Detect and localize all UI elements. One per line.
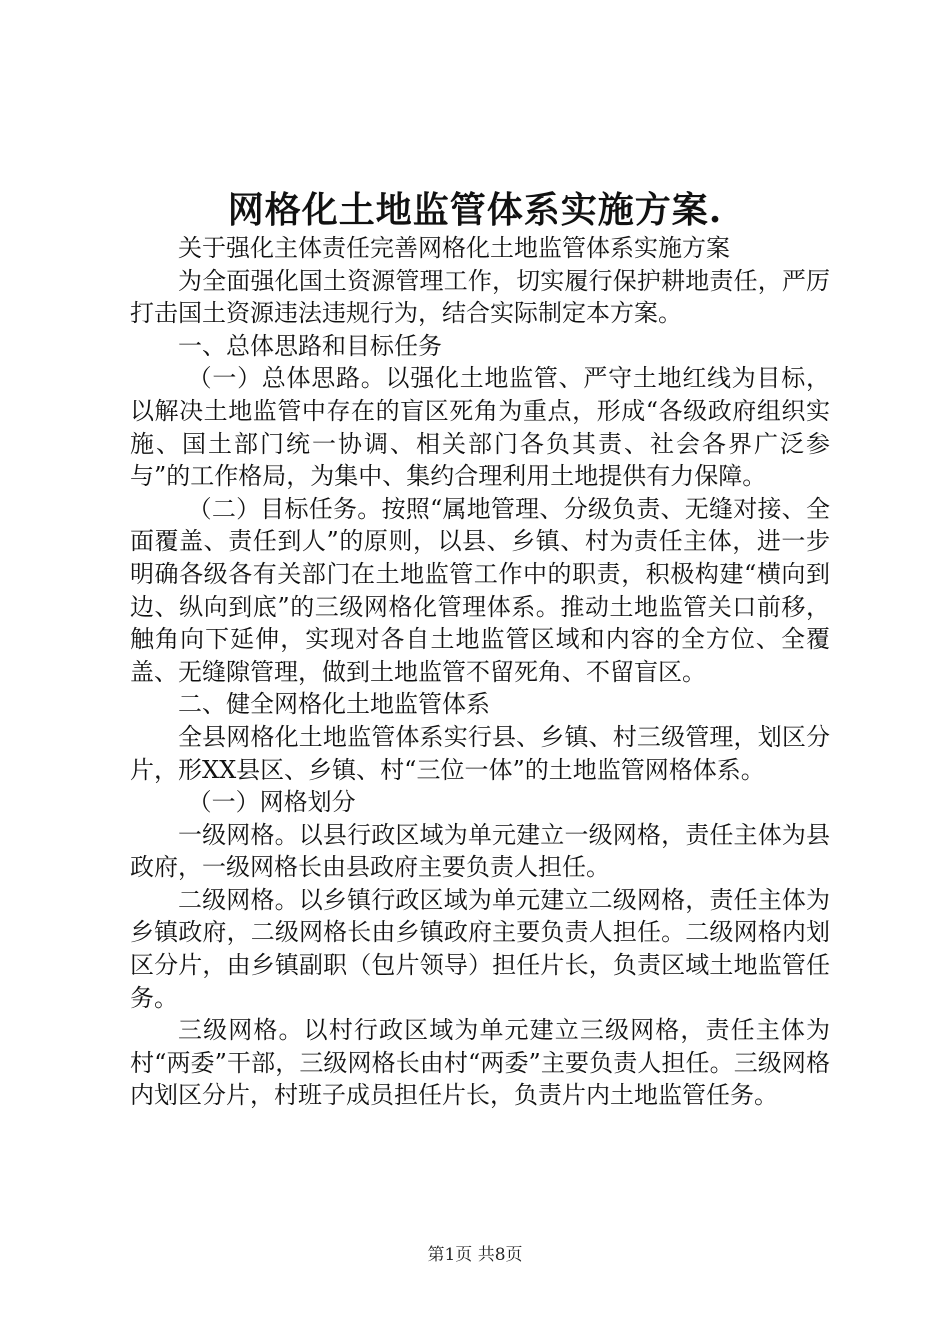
paragraph-level-1-grid: 一级网格。以县行政区域为单元建立一级网格，责任主体为县政府，一级网格长由县政府主要负责人担任。 [130, 820, 830, 882]
paragraph-goals-tasks: （二）目标任务。按照“属地管理、分级负责、无缝对接、全面覆盖、责任到人”的原则，以县、乡镇、村为责任主体，进一步明确各级各有关部门在土地监管工作中的职责，积极构建“横向到边、纵向到底”的三级网格化管理体系。推动土地监管关口前移，触角向下延伸，实现对各自土地监管区域和内容的全方位、全覆盖、无缝隙管理，做到土地监管不留死角、不留盲区。 [130, 494, 830, 686]
paragraph-level-3-grid: 三级网格。以村行政区域为单元建立三级网格，责任主体为村“两委”干部，三级网格长由村“两委”主要负责人担任。三级网格内划区分片，村班子成员担任片长，负责片内土地监管任务。 [130, 1016, 830, 1110]
document-title: 网格化土地监管体系实施方案. [227, 189, 723, 231]
paragraph-overall-approach: （一）总体思路。以强化土地监管、严守土地红线为目标，以解决土地监管中存在的盲区死角为重点，形成“各级政府组织实施、国土部门统一协调、相关部门各负其责、社会各界广泛参与”的工作格局，为集中、集约合理利用土地提供有力保障。 [130, 364, 830, 491]
document-subtitle: 关于强化主体责任完善网格化土地监管体系实施方案 [178, 234, 730, 262]
paragraph-grid-system: 全县网格化土地监管体系实行县、乡镇、村三级管理，划区分片，形XX县区、乡镇、村“三位一体”的土地监管网格体系。 [130, 722, 830, 784]
section-heading-2: 二、健全网格化土地监管体系 [178, 690, 490, 719]
document-body [130, 232, 830, 1112]
page-footer: 第1页 共8页 [427, 1245, 523, 1265]
subsection-heading-grid-division: （一）网格划分 [187, 788, 356, 817]
section-heading-1: 一、总体思路和目标任务 [178, 331, 442, 360]
paragraph-intro: 为全面强化国土资源管理工作，切实履行保护耕地责任，严厉打击国土资源违法违规行为，结合实际制定本方案。 [130, 266, 830, 328]
paragraph-level-2-grid: 二级网格。以乡镇行政区域为单元建立二级网格，责任主体为乡镇政府，二级网格长由乡镇政府主要负责人担任。二级网格内划区分片，由乡镇副职（包片领导）担任片长，负责区域土地监管任务。 [130, 885, 830, 1012]
